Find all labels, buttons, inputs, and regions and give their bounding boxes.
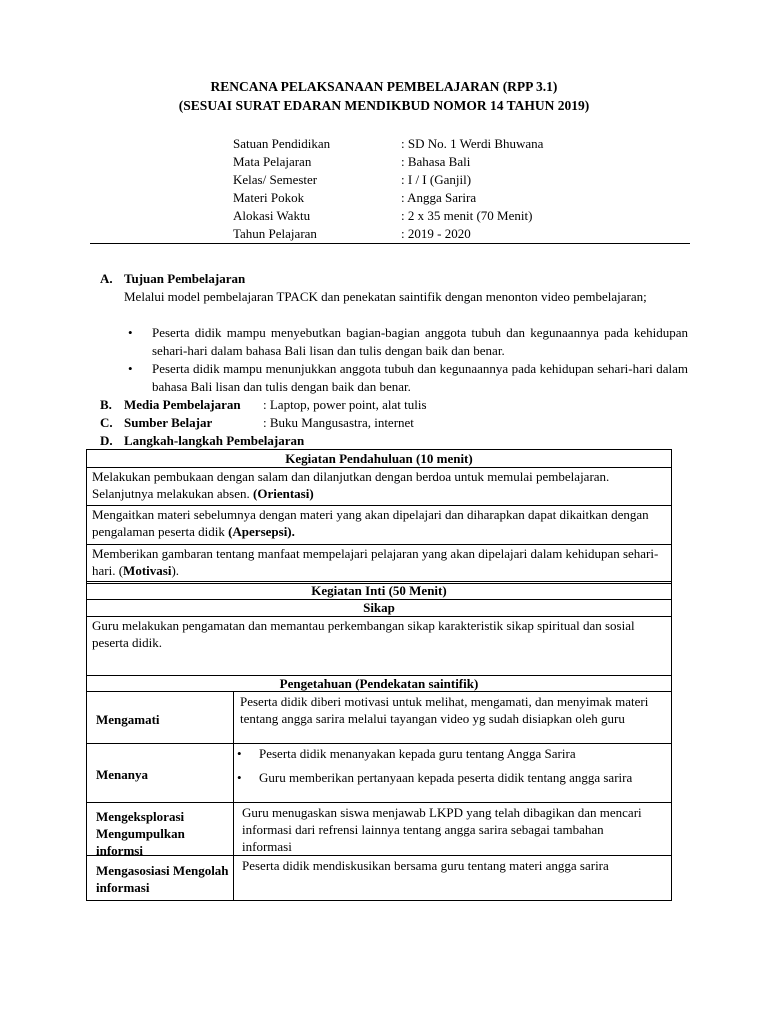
- info-label: Kelas/ Semester: [233, 172, 318, 187]
- info-row: [233, 225, 543, 243]
- info-value: : 2 x 35 menit (70 Menit): [401, 208, 533, 223]
- step-label: Mengamati: [96, 712, 160, 727]
- core-activities-table: [86, 581, 672, 692]
- document-subtitle: (SESUAI SURAT EDARAN MENDIKBUD NOMOR 14 TAHUN 2019): [178, 98, 590, 113]
- row-tail: ).: [171, 563, 180, 578]
- row-tag: (Orientasi): [253, 486, 314, 501]
- section-letter: D.: [100, 433, 113, 448]
- info-label: Mata Pelajaran: [233, 154, 312, 169]
- row-text: Melakukan pembukaan dengan salam dan dilanjutkan dengan berdoa untuk memulai pembelajaran. Selanjutnya melakukan absen.: [92, 469, 610, 501]
- identity-info: [233, 135, 543, 243]
- table-header: Kegiatan Inti (50 Menit): [311, 583, 447, 598]
- section-letter: B.: [100, 397, 112, 412]
- row-text: Memberikan gambaran tentang manfaat mempelajari pelajaran yang akan dipelajari dalam kehidupan sehari-hari. (: [92, 546, 659, 578]
- header-divider: [90, 243, 690, 244]
- sikap-header: Sikap: [363, 600, 395, 615]
- info-value: : 2019 - 2020: [401, 226, 471, 241]
- preliminary-activities-table: [86, 449, 672, 584]
- section-heading: Langkah-langkah Pembelajaran: [124, 433, 305, 448]
- row-text: Mengaitkan materi sebelumnya dengan materi yang akan dipelajari dan diharapkan dapat dikaitkan dengan pengalaman peserta didik: [92, 507, 649, 539]
- info-row: [233, 153, 543, 171]
- section-heading: Media Pembelajaran: [124, 397, 241, 412]
- info-label: Alokasi Waktu: [233, 208, 311, 223]
- info-label: Tahun Pelajaran: [233, 226, 317, 241]
- step-bullet-text: Guru memberikan pertanyaan kepada peserta didik tentang angga sarira: [259, 770, 633, 785]
- row-tag: Motivasi: [123, 563, 172, 578]
- step-text: Peserta didik diberi motivasi untuk melihat, mengamati, dan menyimak materi tentang angga sarira melalui tayangan video yg sudah disiapkan oleh guru: [240, 694, 649, 726]
- table-row: [92, 468, 667, 502]
- info-row: [233, 171, 543, 189]
- section-a-intro: Melalui model pembelajaran TPACK dan penekatan saintifik dengan menonton video pembelajaran;: [124, 289, 647, 304]
- step-bullet-text: Peserta didik menanyakan kepada guru tentang Angga Sarira: [259, 746, 576, 761]
- step-text: Guru menugaskan siswa menjawab LKPD yang telah dibagikan dan mencari informasi dari refrensi lainnya tentang angga sarira sebagai tambahan informasi: [242, 805, 642, 854]
- info-row: [233, 207, 543, 225]
- section-c-text: : Buku Mangusastra, internet: [263, 415, 414, 430]
- table-header: Kegiatan Pendahuluan (10 menit): [285, 451, 473, 466]
- step-label: Mengeksplorasi Mengumpulkan informsi: [96, 809, 185, 858]
- info-value: : Bahasa Bali: [401, 154, 471, 169]
- knowledge-header: Pengetahuan (Pendekatan saintifik): [279, 676, 479, 691]
- info-row: [233, 135, 543, 153]
- step-bullet: [237, 745, 671, 762]
- row-tag: (Apersepsi).: [228, 524, 295, 539]
- table-row: [92, 506, 667, 540]
- bullet-text: Peserta didik mampu menyebutkan bagian-bagian anggota tubuh dan kegunaannya pada kehidupan sehari-hari dalam bahasa Bali lisan dan tulis dengan baik dan benar.: [152, 325, 688, 358]
- bullet-icon: •: [128, 361, 133, 376]
- info-label: Satuan Pendidikan: [233, 136, 331, 151]
- table-row: [92, 545, 667, 579]
- step-label: Mengasosiasi Mengolah informasi: [96, 863, 229, 895]
- info-value: : SD No. 1 Werdi Bhuwana: [401, 136, 544, 151]
- info-value: : I / I (Ganjil): [401, 172, 472, 187]
- section-heading: Sumber Belajar: [124, 415, 213, 430]
- document-title: RENCANA PELAKSANAAN PEMBELAJARAN (RPP 3.1): [210, 79, 558, 94]
- bullet-text: Peserta didik mampu menunjukkan anggota tubuh dan kegunaannya pada kehidupan sehari-hari dalam bahasa Bali lisan dan tulis dengan baik dan benar.: [152, 361, 688, 394]
- info-row: [233, 189, 543, 207]
- bullet-icon: •: [237, 770, 242, 785]
- step-label: Menanya: [96, 767, 148, 782]
- info-label: Materi Pokok: [233, 190, 305, 205]
- sikap-text: Guru melakukan pengamatan dan memantau perkembangan sikap karakteristik sikap spiritual dan sosial peserta didik.: [92, 618, 635, 650]
- step-text: Peserta didik mendiskusikan bersama guru tentang materi angga sarira: [242, 858, 609, 873]
- info-value: : Angga Sarira: [401, 190, 477, 205]
- section-letter: C.: [100, 415, 113, 430]
- section-heading: Tujuan Pembelajaran: [124, 271, 246, 286]
- section-b-text: : Laptop, power point, alat tulis: [263, 397, 427, 412]
- section-letter: A.: [100, 271, 113, 286]
- bullet-icon: •: [237, 746, 242, 761]
- bullet-icon: •: [128, 325, 133, 340]
- step-bullet: [237, 769, 671, 786]
- scientific-steps-table: [86, 691, 672, 901]
